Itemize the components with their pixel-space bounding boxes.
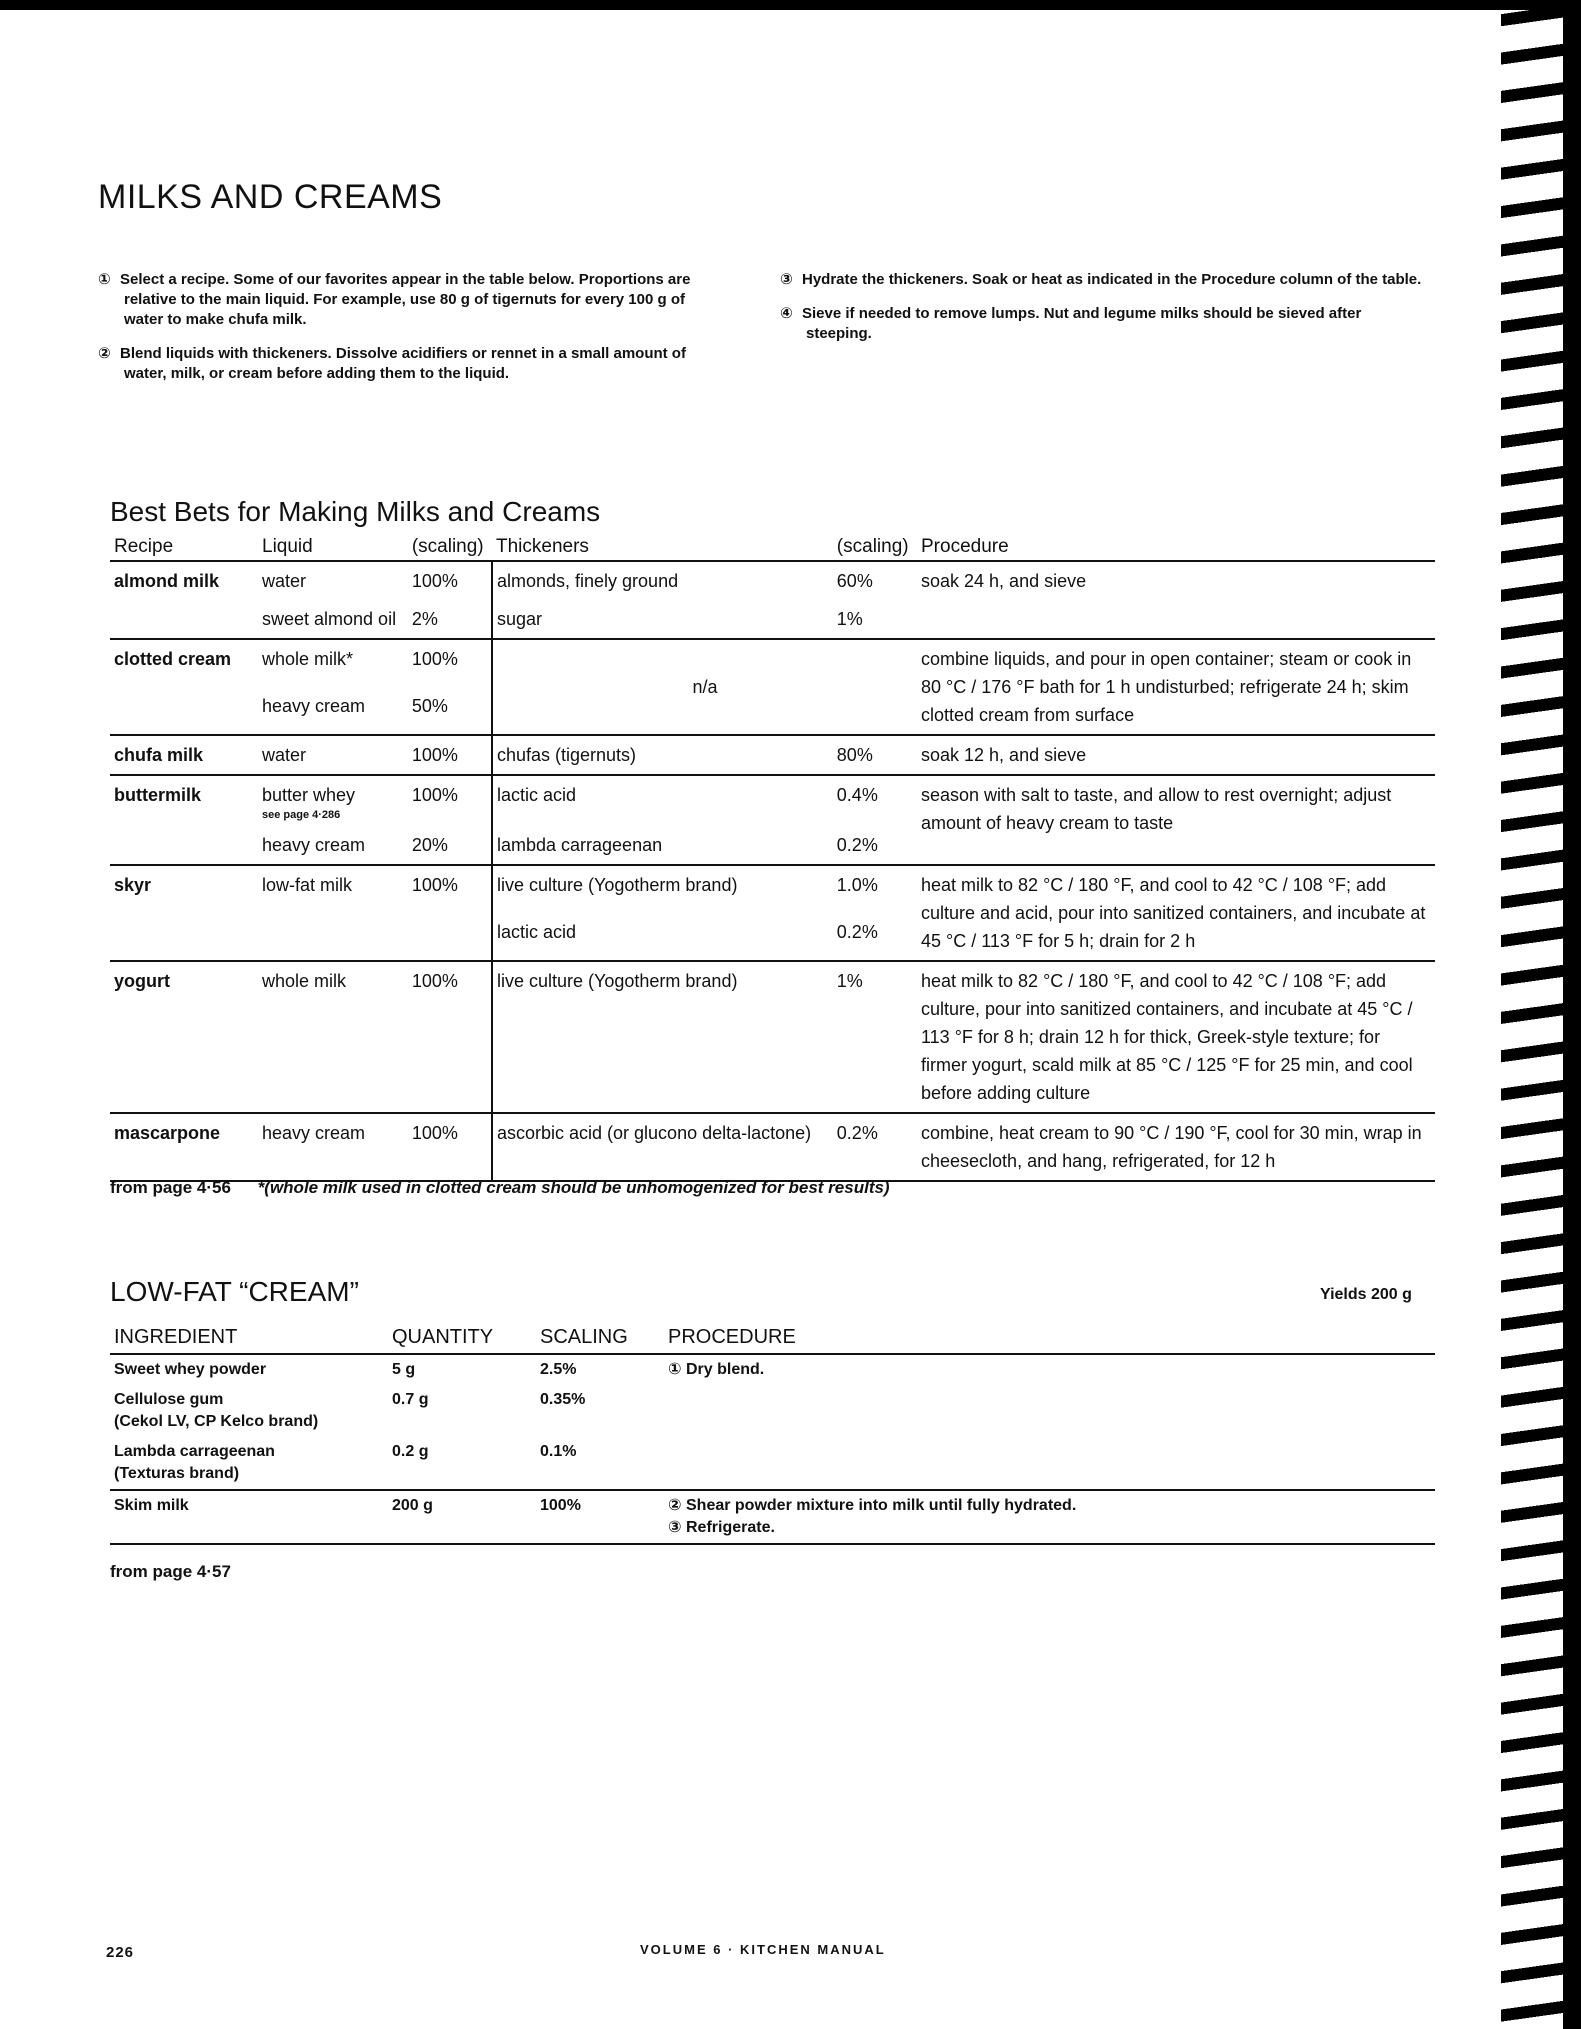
recipe-name: mascarpone	[110, 1113, 258, 1181]
table-row: lactic acid 0.2%	[110, 913, 1435, 961]
table-row: mascarpone heavy cream 100% ascorbic acid (or glucono delta-lactone) 0.2% combine, heat cream to 90 °C / 190 °F, cool for 30 min, wrap in cheesecloth, and hang, refrigerated, for 12 h	[110, 1113, 1435, 1181]
steps-column-left	[98, 270, 718, 398]
steps-column-right	[780, 270, 1430, 358]
table-row: almond milk water 100% almonds, finely ground 60% soak 24 h, and sieve	[110, 561, 1435, 600]
recipe-name: chufa milk	[110, 735, 258, 775]
header-procedure: Procedure	[917, 534, 1435, 561]
table-row: Lambda carrageenan (Texturas brand) 0.2 g 0.1%	[114, 1443, 577, 1482]
low-fat-cream-table	[110, 1322, 1435, 1545]
header-liquid-scaling: (scaling)	[408, 534, 492, 561]
header-scaling: SCALING	[536, 1322, 664, 1354]
clotted-cream-note: *(whole milk used in clotted cream should be unhomogenized for best results)	[257, 1178, 890, 1197]
table-row: sweet almond oil 2% sugar 1%	[110, 600, 1435, 639]
header-liquid: Liquid	[258, 534, 408, 561]
table-row: clotted cream whole milk* 100% n/a combine liquids, and pour in open container; steam or cook in 80 °C / 176 °F bath for 1 h undisturbed; refrigerate 24 h; skim clotted cream from surface	[110, 639, 1435, 687]
table-row: heavy cream 50%	[262, 696, 448, 716]
page-number: 226	[106, 1944, 135, 1961]
step-2: ② Blend liquids with thickeners. Dissolve acidifiers or rennet in a small amount of water, milk, or cream before adding them to the liquid.	[98, 345, 686, 382]
recipe-name: yogurt	[110, 961, 258, 1113]
step-4: ④ Sieve if needed to remove lumps. Nut and legume milks should be sieved after steeping.	[780, 305, 1362, 342]
header-thickener-scaling: (scaling)	[833, 534, 917, 561]
recipe-name: buttermilk	[110, 775, 258, 865]
table-row: Sweet whey powder 5 g 2.5% ① Dry blend.	[114, 1361, 765, 1378]
header-thickeners: Thickeners	[492, 534, 833, 561]
top-edge-bar	[0, 0, 1581, 10]
spiral-binding-edge	[1563, 0, 1581, 2029]
header-procedure: PROCEDURE	[664, 1322, 1435, 1354]
best-bets-table	[110, 534, 1435, 1182]
low-fat-cream-title: LOW-FAT “CREAM”	[110, 1276, 359, 1307]
table-row: Skim milk 200 g 100% ② Shear powder mixture into milk until fully hydrated. ③ Refrigerate.	[110, 1490, 1435, 1544]
header-recipe: Recipe	[110, 534, 258, 561]
recipe-name: skyr	[110, 865, 258, 961]
step-1: ① Select a recipe. Some of our favorites appear in the table below. Proportions are relative to the main liquid. For example, use 80 g of tigernuts for every 100 g of water to make chufa milk.	[98, 271, 691, 328]
page-reference: see page 4·286	[262, 809, 341, 821]
table-row: skyr low-fat milk 100% live culture (Yogotherm brand) 1.0% heat milk to 82 °C / 180 °F, and cool to 42 °C / 108 °F; add culture and acid, pour into sanitized containers, and incubate at 45 °C / 113 °F for 5 h; drain for 2 h	[110, 865, 1435, 913]
table-footnote	[110, 1178, 890, 1198]
running-footer: VOLUME 6 · KITCHEN MANUAL	[640, 1942, 886, 1957]
best-bets-title: Best Bets for Making Milks and Creams	[110, 496, 601, 527]
header-ingredient: INGREDIENT	[110, 1322, 388, 1354]
table-row: heavy cream 20% lambda carrageenan 0.2%	[110, 826, 1435, 865]
table-row: yogurt whole milk 100% live culture (Yogotherm brand) 1% heat milk to 82 °C / 180 °F, and cool to 42 °C / 108 °F; add culture, pour into sanitized containers, and incubate at 45 °C / 113 °F for 8 h; drain 12 h for thick, Greek-style texture; for firmer yogurt, scald milk at 85 °C / 125 °F for 25 min, and cool before adding culture	[110, 961, 1435, 1113]
source-reference: from page 4·57	[110, 1562, 231, 1581]
table-row: chufa milk water 100% chufas (tigernuts) 80% soak 12 h, and sieve	[110, 735, 1435, 775]
source-reference: from page 4·56	[110, 1178, 231, 1197]
recipe-name: clotted cream	[110, 639, 258, 735]
yield-amount: Yields 200 g	[1320, 1286, 1412, 1303]
table-row: Cellulose gum (Cekol LV, CP Kelco brand) 0.7 g 0.35%	[114, 1391, 586, 1430]
step-3: ③ Hydrate the thickeners. Soak or heat as indicated in the Procedure column of the table.	[780, 271, 1422, 288]
recipe-name: almond milk	[110, 561, 258, 639]
header-quantity: QUANTITY	[388, 1322, 536, 1354]
page-title: MILKS AND CREAMS	[98, 178, 443, 216]
table-header-row	[110, 1322, 1435, 1354]
table-row: buttermilk butter whey see page 4·286 100% lactic acid 0.4% season with salt to taste, and allow to rest overnight; adjust amount of heavy cream to taste	[110, 775, 1435, 826]
table-header-row	[110, 534, 1435, 561]
